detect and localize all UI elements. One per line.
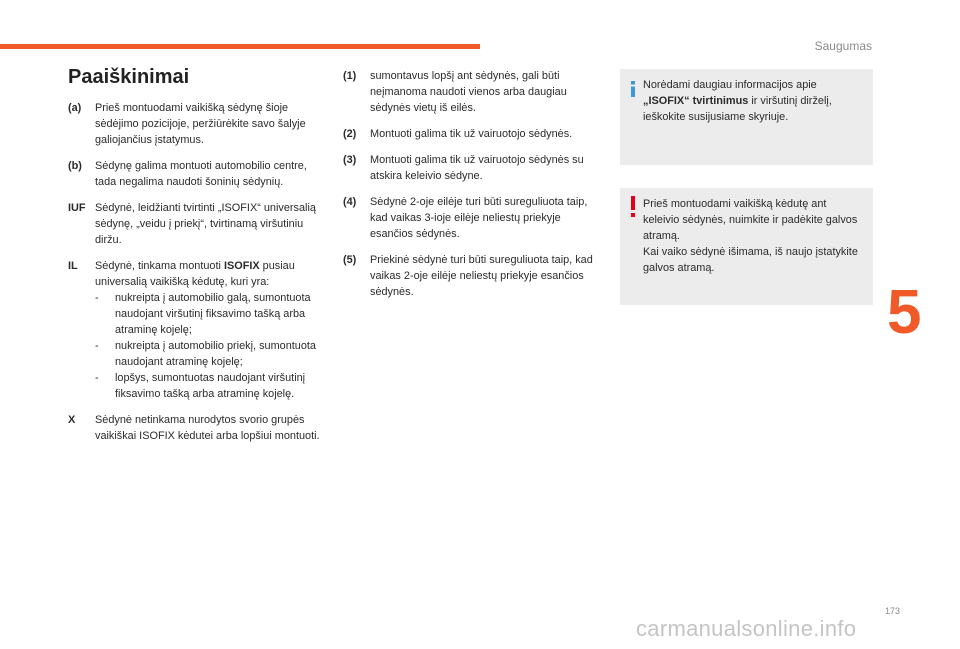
dash-bullet: - — [95, 372, 99, 384]
legend-text: Prieš montuodami vaikišką sėdynę šioje sėdėjimo pozicijoje, peržiūrėkite savo šalyje galiojančius įstatymus. — [95, 102, 306, 146]
legend-text-pre: Sėdynė, tinkama montuoti — [95, 260, 224, 272]
note-entry — [343, 252, 605, 300]
note-key: (1) — [343, 70, 357, 82]
page-number: 173 — [884, 606, 900, 616]
note-text: Montuoti galima tik už vairuotojo sėdynės su atskira keleivio sėdyne. — [370, 154, 584, 182]
note-entry — [343, 152, 605, 184]
legend-entry — [68, 412, 324, 444]
dash-bullet: - — [95, 292, 99, 304]
legend-text: Sėdynė, leidžianti tvirtinti „ISOFIX“ universalią sėdynę, „veidu į priekį“, tvirtinamą viršutiniu diržu. — [95, 202, 316, 246]
info-text-pre: Norėdami daugiau informacijos apie — [643, 79, 817, 91]
note-key: (4) — [343, 196, 357, 208]
note-text: Sėdynė 2-oje eilėje turi būti sureguliuota taip, kad vaikas 3-ioje eilėje neliestų priekyje esančios sėdynės. — [370, 196, 588, 240]
legend-left-column — [68, 100, 324, 454]
info-icon — [628, 81, 638, 97]
note-text: sumontavus lopšį ant sėdynės, gali būti neįmanoma naudoti vienos arba daugiau sėdynės vietų iš eilės. — [370, 70, 567, 114]
notes-middle-column — [343, 68, 605, 310]
note-entry — [343, 194, 605, 242]
warning-icon — [628, 196, 638, 218]
sub-list-item — [95, 338, 324, 370]
info-box — [620, 69, 873, 165]
legend-key: (a) — [68, 102, 82, 114]
note-entry — [343, 126, 605, 142]
legend-key: IUF — [68, 202, 86, 214]
legend-key: X — [68, 414, 76, 426]
header-accent-bar — [0, 44, 480, 49]
info-text — [643, 77, 865, 125]
page-heading: Paaiškinimai — [68, 66, 190, 88]
note-key: (3) — [343, 154, 357, 166]
note-entry — [343, 68, 605, 116]
watermark-text: carmanualsonline.info — [636, 616, 857, 641]
legend-text — [95, 258, 324, 402]
warning-text — [643, 196, 865, 276]
note-key: (2) — [343, 128, 357, 140]
legend-key: IL — [68, 260, 78, 272]
legend-key: (b) — [68, 160, 82, 172]
sub-list-item — [95, 370, 324, 402]
sub-item-text: lopšys, sumontuotas naudojant viršutinį fiksavimo tašką arba atraminę kojelę. — [115, 372, 306, 400]
legend-entry — [68, 200, 324, 248]
legend-text-post: pusiau universalią vaikišką kėdutę, kuri yra: — [95, 260, 295, 288]
section-title: Saugumas — [814, 39, 872, 53]
legend-text: Sėdynę galima montuoti automobilio centre, tada negalima naudoti šoninių sėdynių. — [95, 160, 307, 188]
legend-text: Sėdynė netinkama nurodytos svorio grupės vaikiškai ISOFIX kėdutei arba lopšiui montuoti. — [95, 414, 320, 442]
legend-entry-il — [68, 258, 324, 402]
sub-item-text: nukreipta į automobilio galą, sumontuota naudojant viršutinį fiksavimo tašką arba atraminę kojelę; — [115, 292, 311, 336]
sub-item-text: nukreipta į automobilio priekį, sumontuota naudojant atraminę kojelę; — [115, 340, 316, 368]
info-text-bold: „ISOFIX“ tvirtinimus — [643, 95, 749, 107]
warning-line: Prieš montuodami vaikišką kėdutę ant keleivio sėdynės, nuimkite ir padėkite galvos atramą. — [643, 198, 858, 242]
warning-box — [620, 188, 873, 305]
chapter-number: 5 — [887, 278, 922, 347]
note-text: Priekinė sėdynė turi būti sureguliuota taip, kad vaikas 2-oje eilėje neliestų priekyje esančios sėdynės. — [370, 254, 593, 298]
note-text: Montuoti galima tik už vairuotojo sėdynės. — [370, 128, 573, 140]
dash-bullet: - — [95, 340, 99, 352]
sub-list-item — [95, 290, 324, 338]
note-key: (5) — [343, 254, 357, 266]
legend-entry — [68, 100, 324, 148]
legend-text-bold: ISOFIX — [223, 260, 260, 272]
warning-line: Kai vaiko sėdynė išimama, iš naujo įstatykite galvos atramą. — [643, 246, 858, 274]
legend-entry — [68, 158, 324, 190]
info-text-post: ir viršutinį dirželį, ieškokite susijusiame skyriuje. — [643, 95, 832, 123]
